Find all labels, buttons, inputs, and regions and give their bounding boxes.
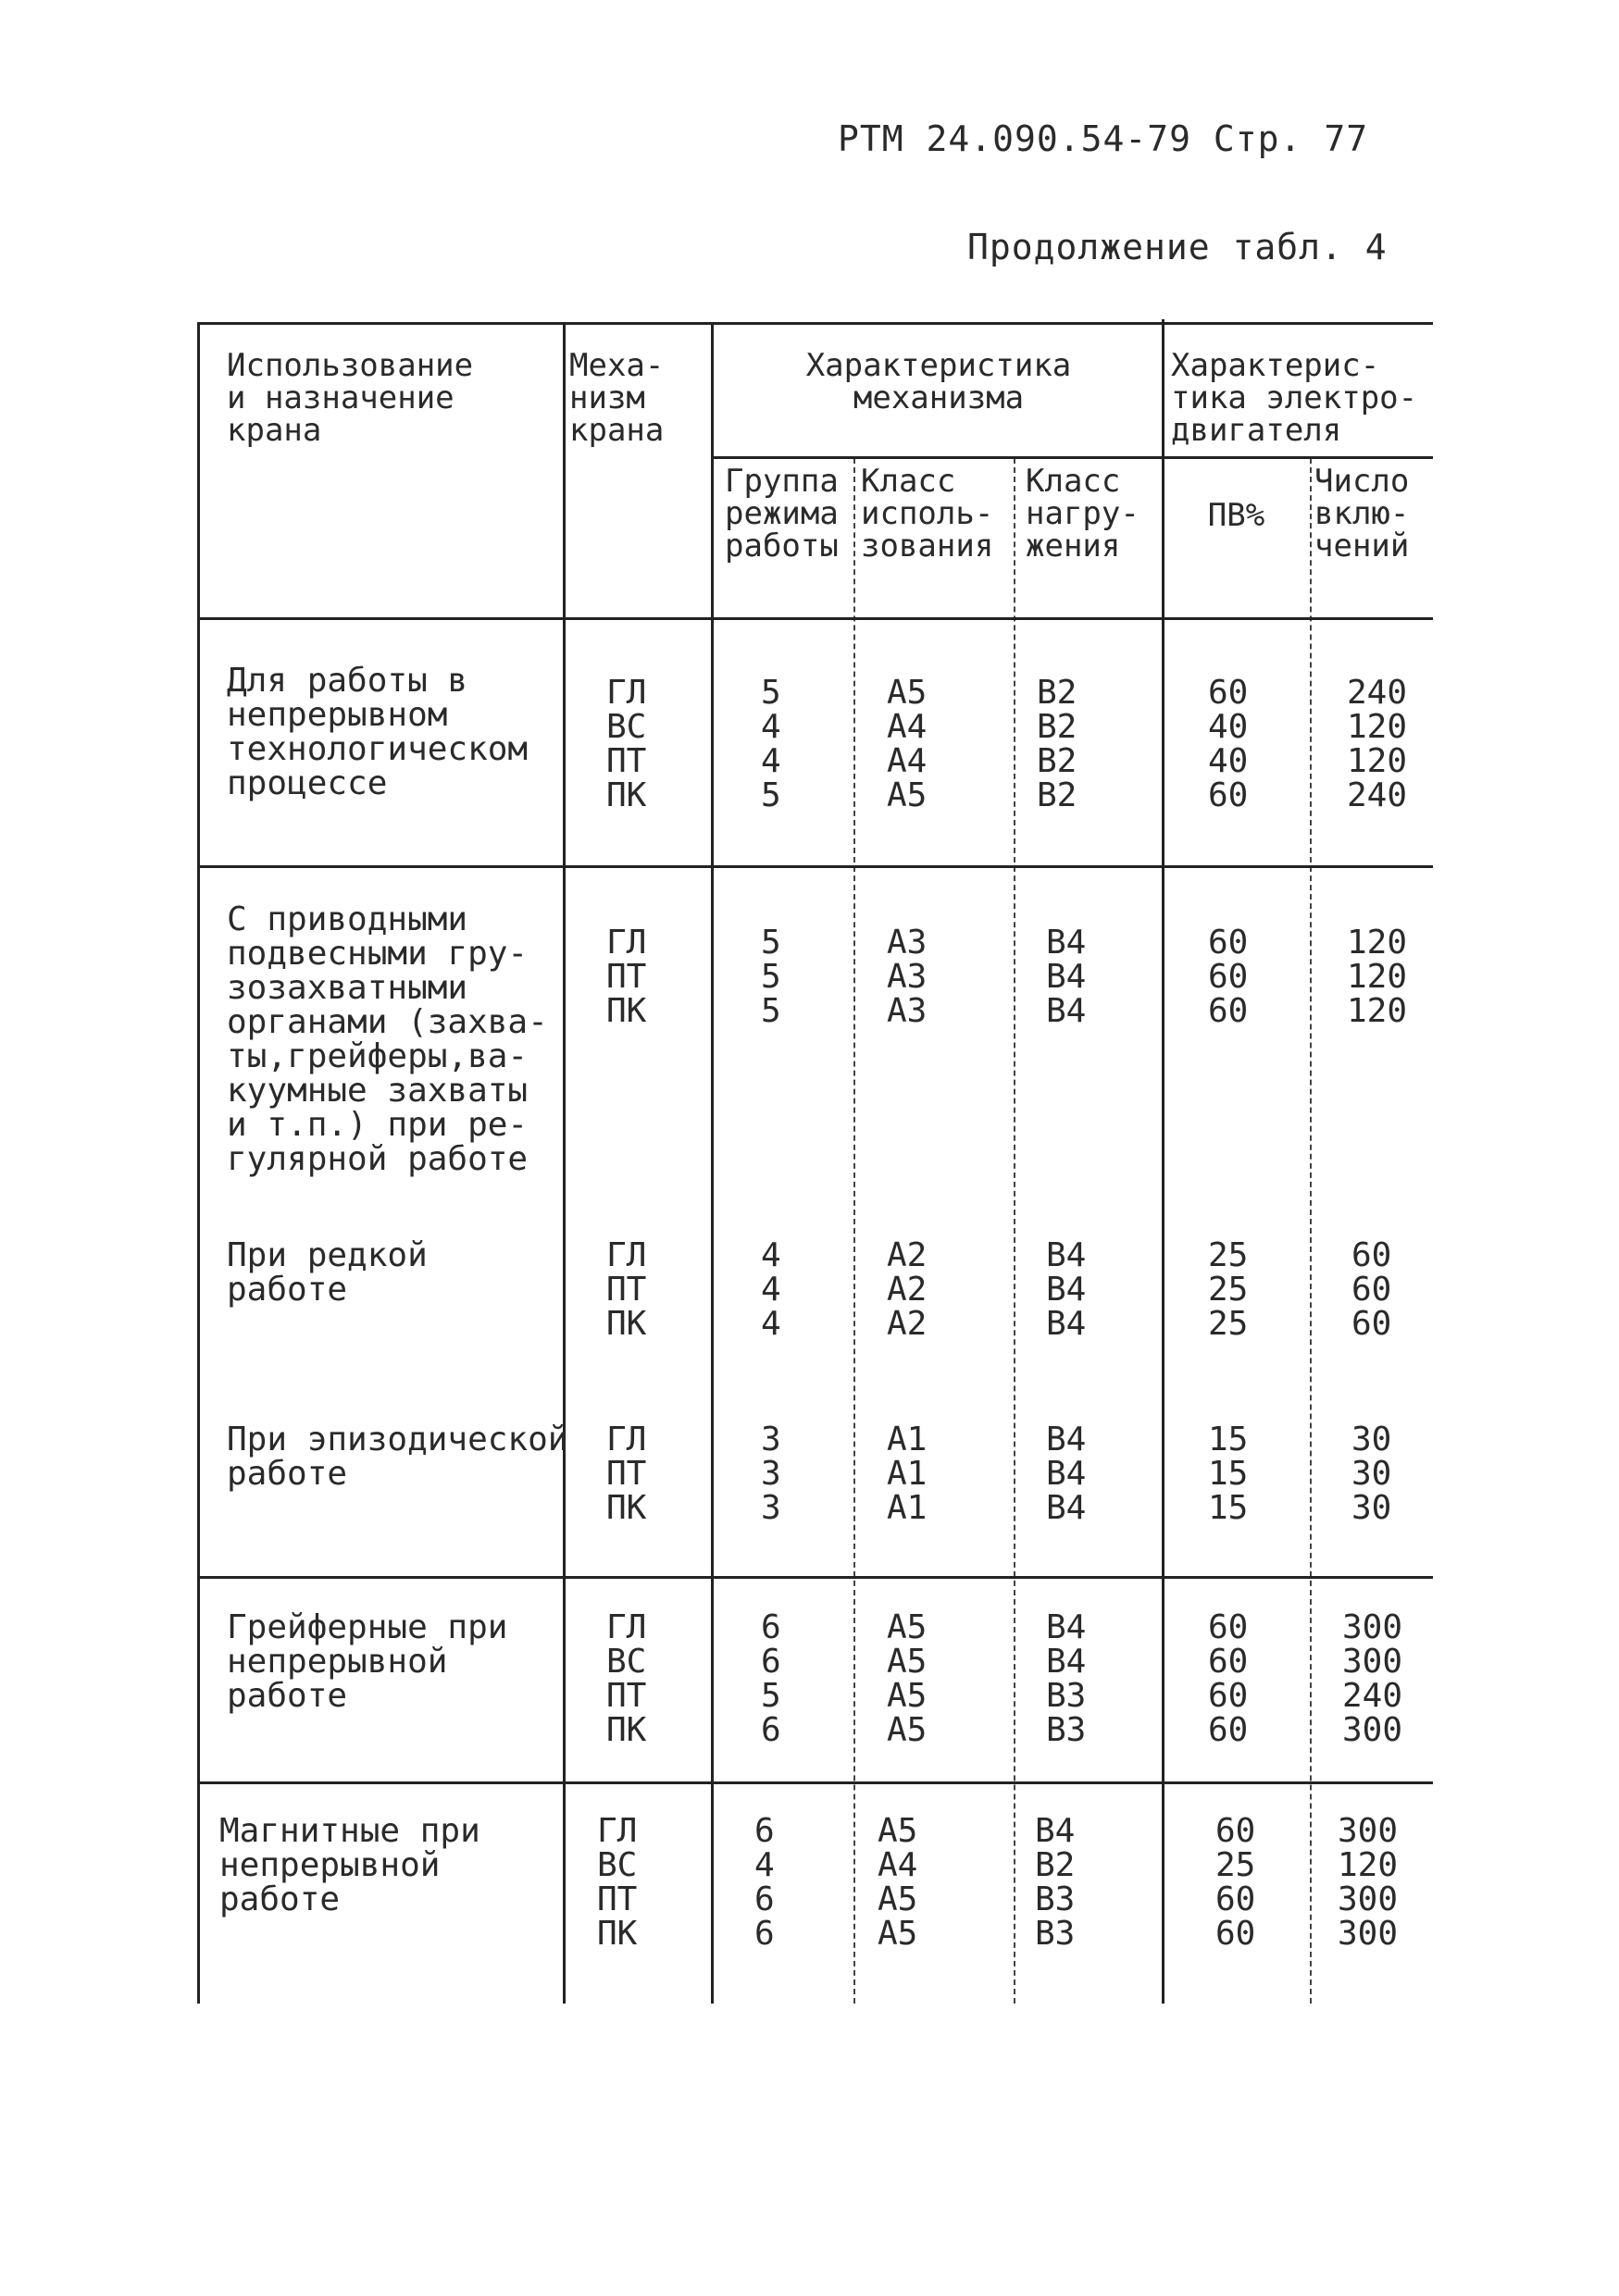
- column-divider: [563, 324, 566, 2004]
- row-usage: Для работы в непрерывном технологическом процессе: [227, 662, 529, 802]
- table-continuation-caption: Продолжение табл. 4: [967, 227, 1388, 267]
- table-border-top: [197, 322, 1433, 325]
- row-pv: 60 25 60 60: [1215, 1812, 1256, 1953]
- row-starts: 300 300 240 300: [1342, 1608, 1403, 1749]
- row-usage-class: А5 А5 А5 А5: [887, 1608, 928, 1749]
- header-starts: Число вклю- чений: [1314, 463, 1410, 565]
- row-divider: [197, 1576, 1433, 1579]
- row-divider: [197, 865, 1433, 868]
- header-pv: ПВ%: [1207, 497, 1265, 534]
- row-mechanism: ГЛ ПТ ПК: [606, 924, 647, 1030]
- header-bottom-rule: [197, 617, 1433, 620]
- row-usage: При эпизодической работе: [227, 1421, 568, 1493]
- row-mode-group: 6 6 5 6: [761, 1608, 781, 1749]
- row-load-class: В4 В4 В4: [1046, 1421, 1087, 1527]
- header-subdivider: [711, 456, 1433, 459]
- row-usage: С приводными подвесными гру- зозахватными органами (захва- ты,грейферы,ва- куумные захваты и т.п.) при ре- гулярной работе: [227, 900, 548, 1178]
- column-divider: [711, 324, 714, 2004]
- row-usage-class: А1 А1 А1: [887, 1421, 928, 1527]
- row-mode-group: 6 4 6 6: [754, 1812, 775, 1953]
- row-usage: Магнитные при непрерывной работе: [219, 1812, 480, 1918]
- column-divider: [1162, 319, 1164, 2004]
- header-load-class: Класс нагру- жения: [1026, 463, 1140, 565]
- row-divider: [197, 1781, 1433, 1784]
- row-pv: 60 40 40 60: [1208, 674, 1249, 814]
- row-mechanism: ГЛ ПТ ПК: [606, 1421, 647, 1527]
- row-load-class: В4 В4 В4: [1046, 1236, 1087, 1343]
- row-usage: Грейферные при непрерывной работе: [227, 1608, 508, 1715]
- header-mode-group: Группа режима работы: [725, 463, 839, 565]
- row-mechanism: ГЛ ВС ПТ ПК: [606, 1608, 647, 1749]
- header-motor-characteristics: Характерис- тика электро- двигателя: [1171, 347, 1418, 449]
- row-mode-group: 3 3 3: [761, 1421, 781, 1527]
- row-usage-class: А5 А4 А4 А5: [887, 674, 928, 814]
- row-usage-class: А5 А4 А5 А5: [878, 1812, 918, 1953]
- row-pv: 15 15 15: [1208, 1421, 1249, 1527]
- row-starts: 60 60 60: [1351, 1236, 1392, 1343]
- header-usage-class: Класс исполь- зования: [861, 463, 994, 565]
- row-mechanism: ГЛ ПТ ПК: [606, 1236, 647, 1343]
- column-divider: [1310, 458, 1312, 2004]
- row-starts: 240 120 120 240: [1347, 674, 1408, 814]
- table-border-left: [197, 324, 200, 2004]
- column-divider: [1014, 458, 1015, 2004]
- row-pv: 25 25 25: [1208, 1236, 1249, 1343]
- header-usage: Использование и назначение крана: [227, 347, 474, 449]
- row-mode-group: 4 4 4: [761, 1236, 781, 1343]
- row-load-class: В2 В2 В2 В2: [1037, 674, 1077, 814]
- row-starts: 120 120 120: [1347, 924, 1408, 1030]
- row-mode-group: 5 5 5: [761, 924, 781, 1030]
- row-load-class: В4 В2 В3 В3: [1035, 1812, 1076, 1953]
- row-mechanism: ГЛ ВС ПТ ПК: [606, 674, 647, 814]
- column-divider: [853, 458, 855, 2004]
- header-mechanism-characteristics: Характеристика механизма: [805, 347, 1072, 416]
- row-pv: 60 60 60 60: [1208, 1608, 1249, 1749]
- row-starts: 300 120 300 300: [1338, 1812, 1399, 1953]
- row-usage-class: А2 А2 А2: [887, 1236, 928, 1343]
- row-load-class: В4 В4 В3 В3: [1046, 1608, 1087, 1749]
- row-pv: 60 60 60: [1208, 924, 1249, 1030]
- document-code: РТМ 24.090.54-79 Стр. 77: [838, 118, 1369, 159]
- row-usage-class: А3 А3 А3: [887, 924, 928, 1030]
- header-mechanism: Меха- низм крана: [569, 347, 665, 449]
- row-mode-group: 5 4 4 5: [761, 674, 781, 814]
- row-mechanism: ГЛ ВС ПТ ПК: [597, 1812, 638, 1953]
- row-usage: При редкой работе: [227, 1236, 428, 1309]
- row-load-class: В4 В4 В4: [1046, 924, 1087, 1030]
- row-starts: 30 30 30: [1351, 1421, 1392, 1527]
